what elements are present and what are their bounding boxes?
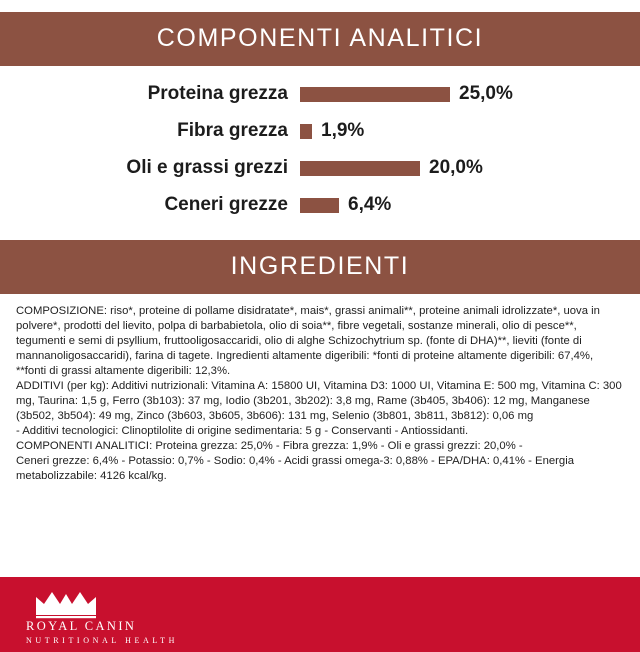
analytic-components-paragraph-cont: Ceneri grezze: 6,4% - Potassio: 0,7% - Sodio: 0,4% - Acidi grassi omega-3: 0,88% - EPA/DHA: 0,41% - Energia metabolizzabile: 4126 kcal/kg. xyxy=(16,455,574,483)
chart-bar-wrap xyxy=(300,83,640,105)
chart-bar xyxy=(300,161,420,176)
chart-value-label: 1,9% xyxy=(321,120,365,141)
brand-name-text: ROYAL CANIN xyxy=(26,619,137,633)
chart-row xyxy=(0,76,640,112)
chart-row xyxy=(0,150,640,186)
ingredients-heading-text: INGREDIENTI xyxy=(230,252,410,280)
chart-row xyxy=(0,187,640,223)
crown-icon xyxy=(34,589,98,619)
chart-value-label: 25,0% xyxy=(459,83,513,104)
analytic-components-paragraph: COMPONENTI ANALITICI: Proteina grezza: 25,0% - Fibra grezza: 1,9% - Oli e grassi grezzi: 20,0% - xyxy=(16,440,523,453)
composition-paragraph: COMPOSIZIONE: riso*, proteine di pollame disidratate*, mais*, grassi animali**, proteine animali idrolizzate*, uova in polvere*, prodotti del lievito, polpa di barbabietola, olio di soia**, fibre vegetali, sostanze minerali, olio di pesce**, tegumenti e semi di psyllium, fruttooligosaccaridi, olio di alghe Schizochytrium sp. (fonte di DHA)**, lieviti (fonte di mannanoligosaccaridi), farina di tagete. Ingredienti altamente digeribili: *fonti di proteine altamente digeribili: 67,4%, **fonti di grassi altamente digeribili: 12,3%. xyxy=(16,305,600,378)
chart-bar-wrap xyxy=(300,194,640,216)
brand-tagline-text: NUTRITIONAL HEALTH xyxy=(26,636,178,645)
chart-bar xyxy=(300,198,339,213)
analytics-heading-text: COMPONENTI ANALITICI xyxy=(156,24,484,52)
chart-value-label: 6,4% xyxy=(348,194,392,215)
chart-category-label: Oli e grassi grezzi xyxy=(126,157,288,178)
chart-category-label: Proteina grezza xyxy=(147,83,288,104)
chart-bar-wrap xyxy=(300,120,640,142)
technological-additives-paragraph: - Additivi tecnologici: Clinoptilolite di origine sedimentaria: 5 g - Conservanti - Antiossidanti. xyxy=(16,425,469,438)
brand-footer xyxy=(0,577,640,652)
composition-text-block xyxy=(0,294,640,484)
product-info-panel xyxy=(0,12,640,652)
analytics-heading-band xyxy=(0,12,640,66)
chart-bar xyxy=(300,87,450,102)
brand-wordmark xyxy=(26,619,178,645)
chart-row xyxy=(0,113,640,149)
chart-bar xyxy=(300,124,312,139)
ingredients-heading-band xyxy=(0,240,640,294)
chart-category-label: Fibra grezza xyxy=(177,120,288,141)
additives-paragraph: ADDITIVI (per kg): Additivi nutrizionali: Vitamina A: 15800 UI, Vitamina D3: 1000 UI, Vitamina E: 500 mg, Vitamina C: 300 mg, Taurina: 1,5 g, Ferro (3b103): 37 mg, Iodio (3b201, 3b202): 3,8 mg, Rame (3b405, 3b406): 12 mg, Manganese (3b502, 3b504): 49 mg, Zinco (3b603, 3b605, 3b606): 131 mg, Selenio (3b801, 3b811, 3b812): 0,06 mg xyxy=(16,380,622,423)
analytic-components-chart xyxy=(0,66,640,230)
chart-value-label: 20,0% xyxy=(429,157,483,178)
chart-bar-wrap xyxy=(300,157,640,179)
chart-category-label: Ceneri grezze xyxy=(164,194,288,215)
